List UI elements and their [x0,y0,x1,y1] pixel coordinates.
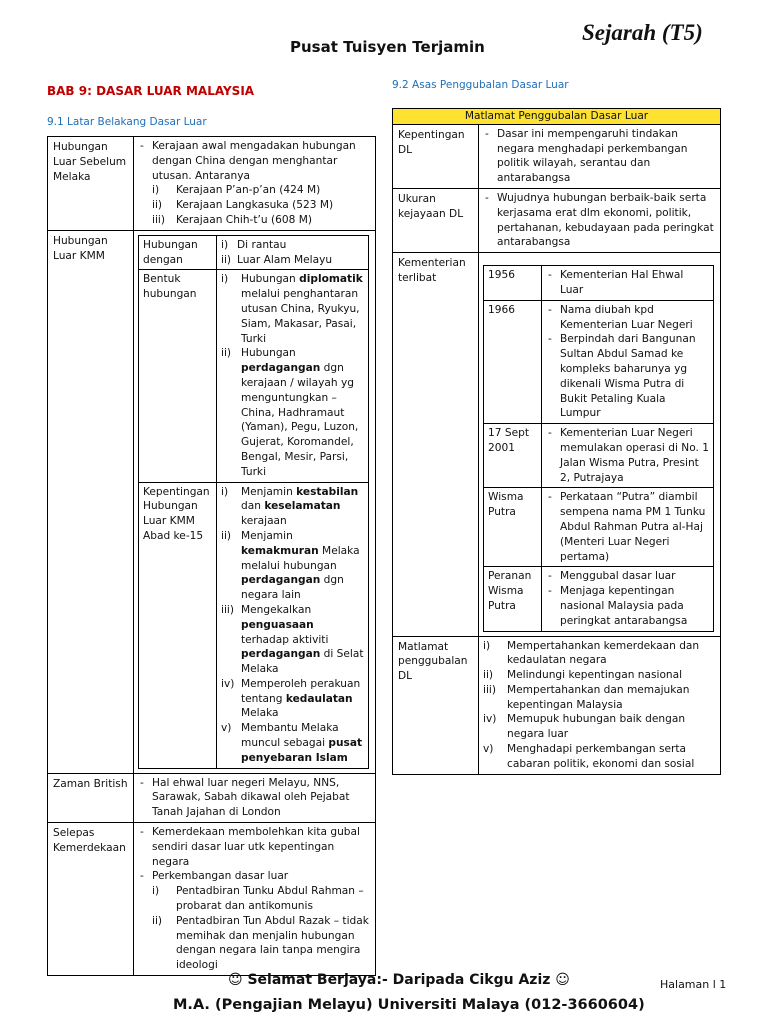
row-content [542,266,714,301]
list-item: v) Membantu Melaka muncul sebagai pusat penyebaran Islam [221,722,363,764]
dash-item: - Menggubal dasar luar [546,569,709,584]
dash-item: - Menjaga kepentingan nasional Malaysia pada peringkat antarabangsa [546,584,709,628]
ministry-subtable [483,265,714,631]
list-item: v) Menghadapi perkembangan serta cabaran politik, ekonomi dan sosial [483,743,695,770]
table-row [48,823,376,976]
row-content [479,124,721,188]
row-content [542,488,714,567]
table-row [484,300,714,423]
list-item: ii) Hubungan perdagangan dgn kerajaan / wilayah yg menguntungkan – China, Hadhramaut (Yaman), Pegu, Luzon, Gujerat, Koromandel, Bengal, Mesir, Parsi, Turki [221,347,359,478]
table-row [393,253,721,636]
centre-name: Pusat Tuisyen Terjamin [290,38,485,56]
list-item: i) Hubungan diplomatik melalui penghantaran utusan China, Ryukyu, Siam, Makasar, Pasai, Turki [221,273,363,345]
row-key: 17 Sept 2001 [484,424,542,488]
footer-credentials: M.A. (Pengajian Melayu) Universiti Malaya (012-3660604) [173,997,645,1013]
footer-greeting: ☺ Selamat Berjaya:- Daripada Cikgu Aziz ☺ [228,972,570,988]
dash-item: - Kementerian Luar Negeri memulakan operasi di No. 1 Jalan Wisma Putra, Presint 2, Putrajaya [546,426,709,485]
list-item: iii) Kerajaan Chih-t’u (608 M) [152,213,312,226]
row-content [479,188,721,252]
list-item: iii) Mengekalkan penguasaan terhadap aktiviti perdagangan di Selat Melaka [221,603,364,676]
list-item: i) Pentadbiran Tunku Abdul Rahman – probarat dan antikomunis [152,885,364,913]
row-key: Wisma Putra [484,488,542,567]
list-item: ii) Pentadbiran Tun Abdul Razak – tidak memihak dan menjalin hubungan dengan negara lain tanpa mengira ideologi [152,914,369,972]
table-row [393,188,721,252]
list-item: i) Menjamin kestabilan dan keselamatan kerajaan [221,485,359,528]
row-key: 1956 [484,266,542,301]
row-key: Hubungan dengan [139,235,217,270]
row-content [217,235,369,270]
table-row [484,424,714,488]
row-content [542,567,714,631]
table-row [484,488,714,567]
dash-item: - Kementerian Hal Ehwal Luar [546,268,709,298]
table-row [139,235,369,270]
list-item: ii) Kerajaan Langkasuka (523 M) [152,199,334,212]
list-item: iv) Memperoleh perakuan tentang kedaulatan Melaka [221,677,361,720]
table-row [484,567,714,631]
background-table [47,136,376,976]
dash-item: - Kerajaan awal mengadakan hubungan dengan China dengan menghantar utusan. Antaranya [138,139,371,183]
table-header: Matlamat Penggubalan Dasar Luar [393,109,721,125]
table-row [48,137,376,231]
table-row [393,124,721,188]
list-item: i) Di rantau [221,238,287,251]
row-content [217,270,369,482]
row-content [542,300,714,423]
row-content [134,137,376,231]
row-key: 1966 [484,300,542,423]
row-key: Kementerian terlibat [393,253,479,636]
row-key: Kepentingan DL [393,124,479,188]
list-item: iv) Memupuk hubungan baik dengan negara luar [483,713,686,741]
dash-item: - Hal ehwal luar negeri Melayu, NNS, Sarawak, Sabah dikawal oleh Pejabat Tanah Jajahan di London [138,776,371,820]
dash-item: - Dasar ini mempengaruhi tindakan negara menghadapi perkembangan politik wilayah, serantau dan antarabangsa [483,127,716,186]
row-content [479,636,721,774]
row-key: Selepas Kemerdekaan [48,823,134,976]
section-heading-9-2: 9.2 Asas Penggubalan Dasar Luar [392,79,569,91]
row-key: Ukuran kejayaan DL [393,188,479,252]
table-row [48,773,376,822]
dash-item: - Perkataan “Putra” diambil sempena nama PM 1 Tunku Abdul Rahman Putra al-Haj (Menteri Luar Negeri pertama) [546,490,709,564]
list-item: ii) Luar Alam Melayu [221,253,333,266]
row-key: Kepentingan Hubungan Luar KMM Abad ke-15 [139,482,217,768]
table-header-row [393,109,721,125]
dash-item: - Berpindah dari Bangunan Sultan Abdul Samad ke kompleks baharunya yg dikenali Wisma Putra di Bukit Petaling Kuala Lumpur [546,332,709,421]
row-content [134,823,376,976]
list-item: i) Kerajaan P’an-p’an (424 M) [152,184,321,197]
chapter-title: BAB 9: DASAR LUAR MALAYSIA [47,84,255,98]
table-row [48,230,376,773]
list-item: i) Mempertahankan kemerdekaan dan kedaulatan negara [483,639,700,667]
section-heading-9-1: 9.1 Latar Belakang Dasar Luar [47,116,207,128]
dash-item: - Kemerdekaan membolehkan kita gubal sendiri dasar luar utk kepentingan negara [138,825,371,869]
row-key: Hubungan Luar Sebelum Melaka [48,137,134,231]
table-row [139,270,369,482]
row-key: Matlamat penggubalan DL [393,636,479,774]
row-key: Zaman British [48,773,134,822]
table-row [484,266,714,301]
list-item: ii) Melindungi kepentingan nasional [483,669,683,682]
row-content [134,230,376,773]
dash-item: - Nama diubah kpd Kementerian Luar Negeri [546,303,709,333]
subject-title: Sejarah (T5) [582,20,703,45]
policy-table [392,108,721,775]
row-content [479,253,721,636]
row-key: Hubungan Luar KMM [48,230,134,773]
table-row [139,482,369,768]
dash-item: - Perkembangan dasar luar [138,869,371,884]
row-key: Peranan Wisma Putra [484,567,542,631]
row-content [134,773,376,822]
row-content [542,424,714,488]
dash-item: - Wujudnya hubungan berbaik-baik serta kerjasama erat dlm ekonomi, politik, pertahanan, kebudayaan pada peringkat antarabangsa [483,191,716,250]
row-content [217,482,369,768]
list-item: ii) Menjamin kemakmuran Melaka melalui hubungan perdagangan dgn negara lain [221,529,360,602]
list-item: iii) Mempertahankan dan memajukan kepentingan Malaysia [483,683,690,711]
page-number: Halaman l 1 [660,978,727,991]
row-key: Bentuk hubungan [139,270,217,482]
kmm-subtable [138,235,369,769]
table-row [393,636,721,774]
